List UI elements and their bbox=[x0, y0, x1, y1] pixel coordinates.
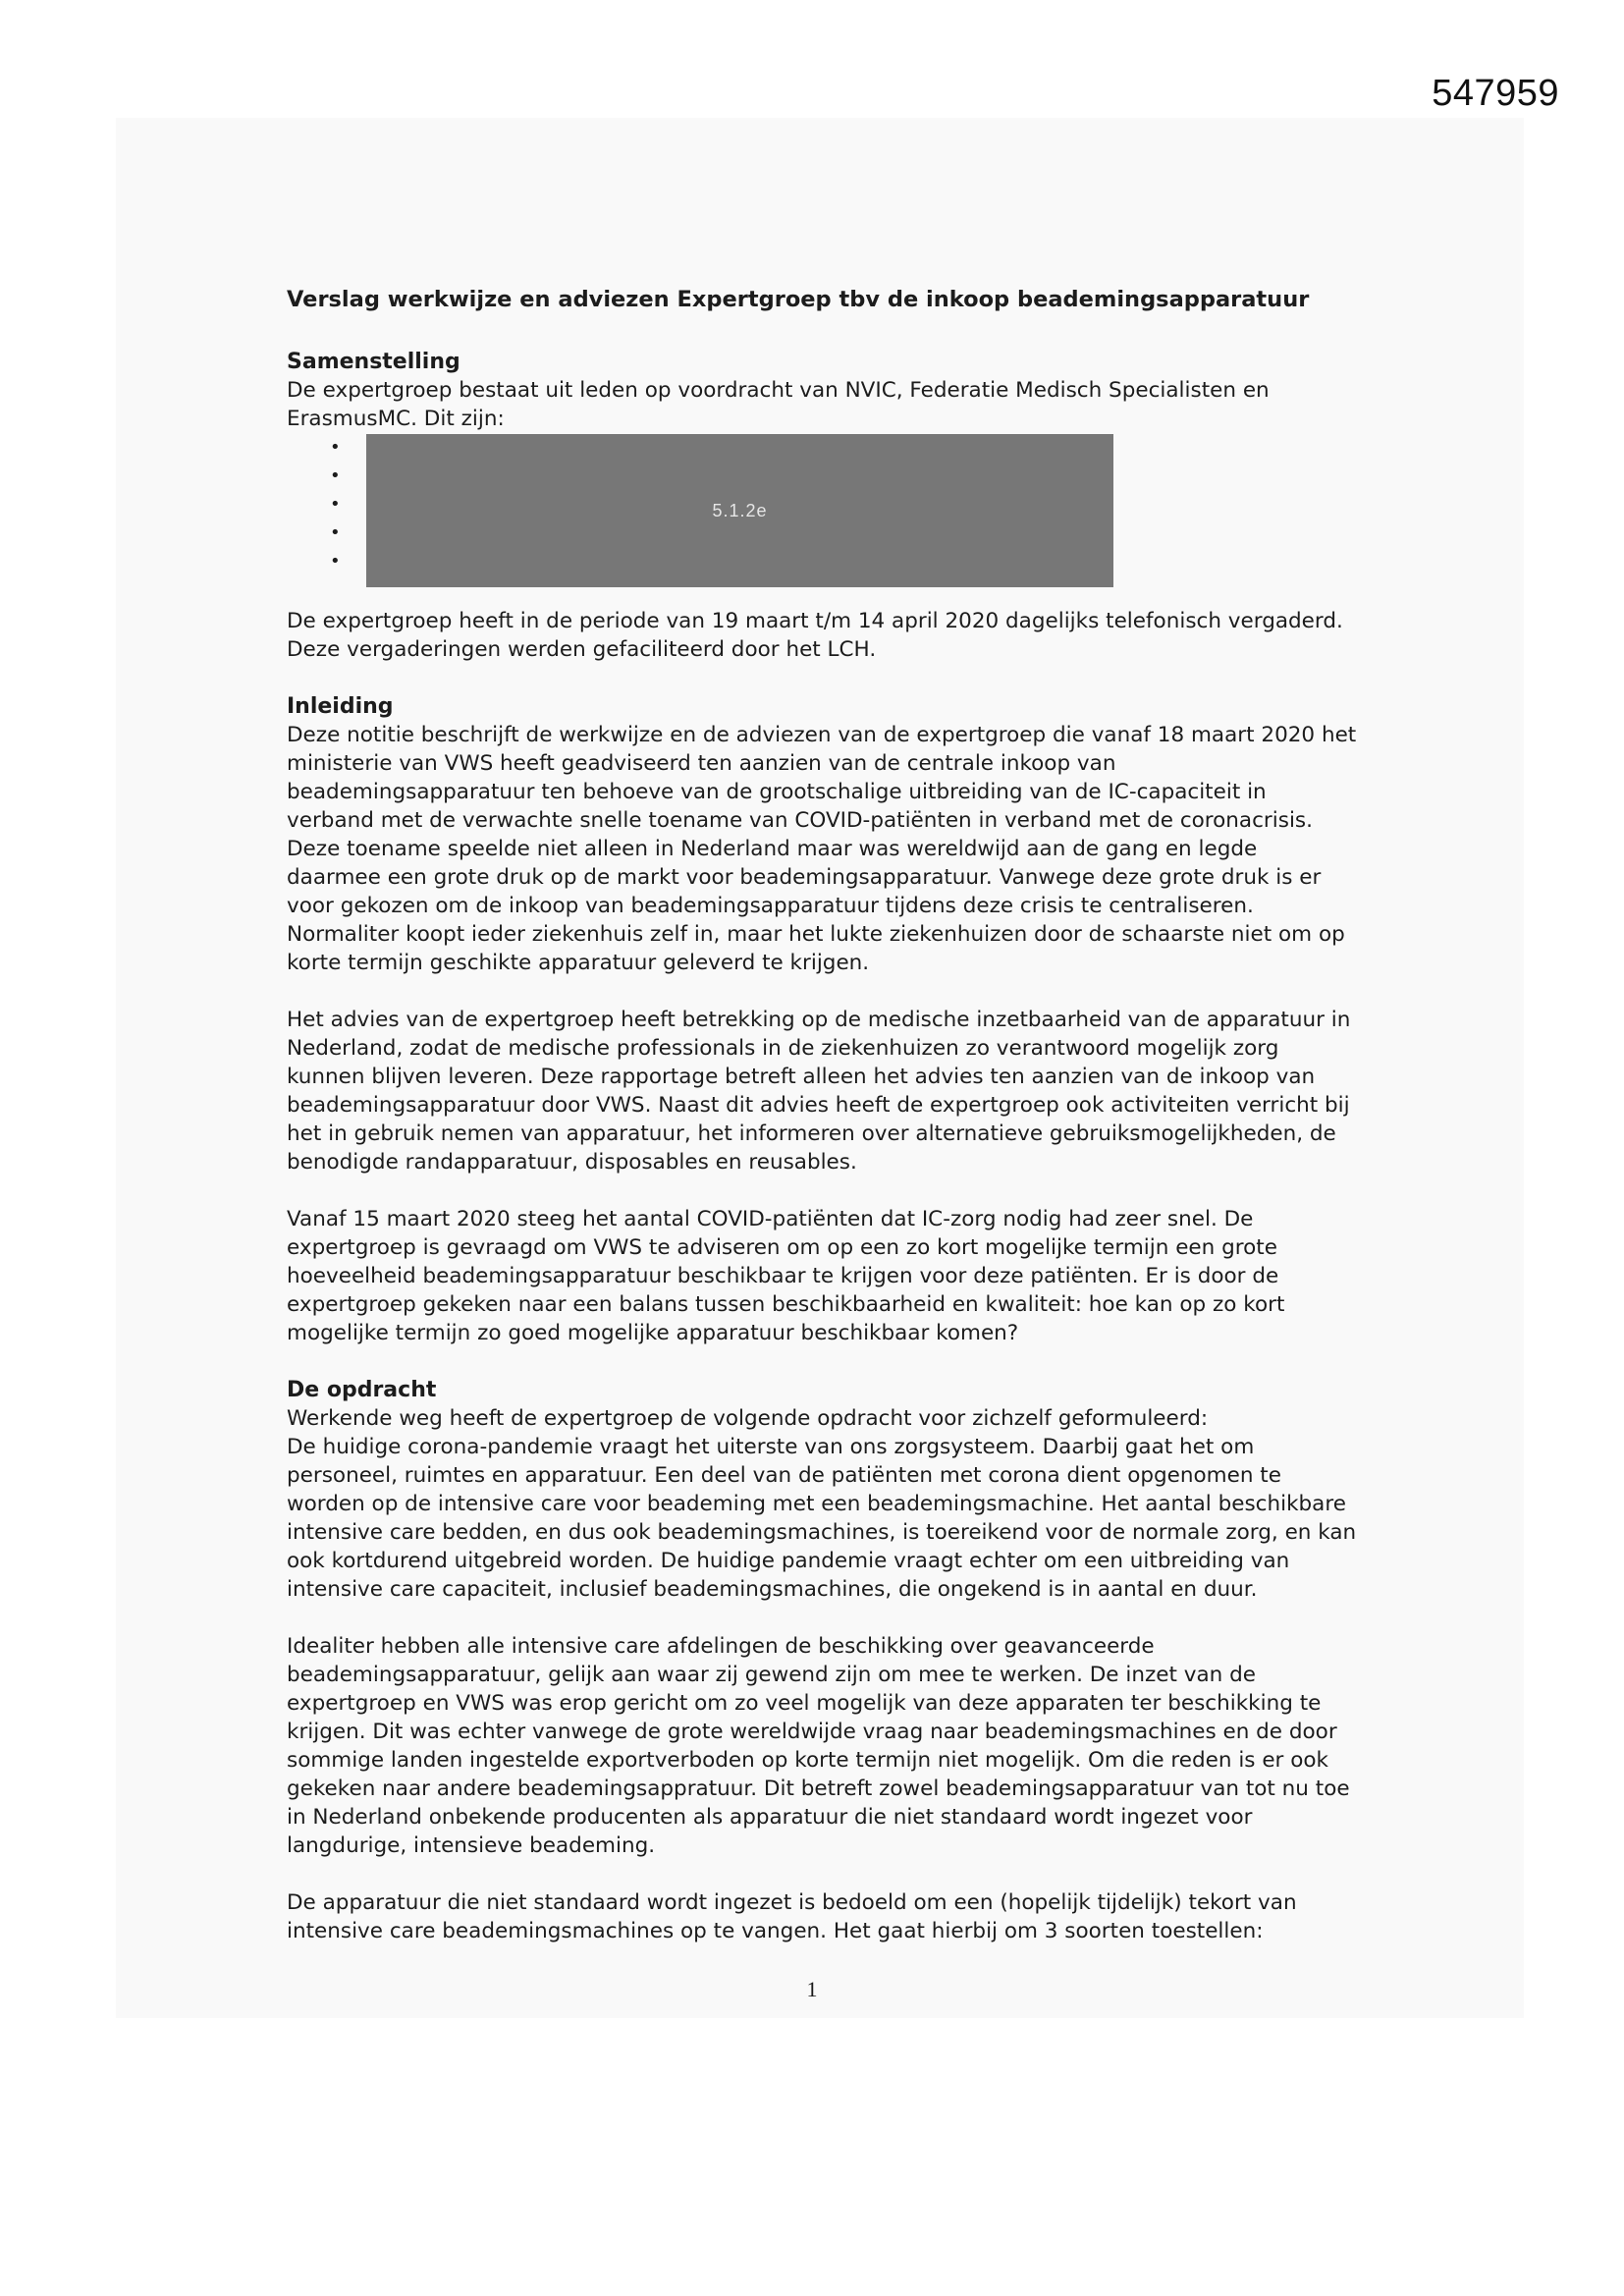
opdracht-lead: Werkende weg heeft de expertgroep de volgende opdracht voor zichzelf geformuleerd: bbox=[287, 1406, 1209, 1431]
opdracht-paragraph: Idealiter hebben alle intensive care afdelingen de beschikking over geavanceerde beademingsapparatuur, gelijk aan waar zij gewend zijn om mee te werken. De inzet van de expertgroep en VWS was erop gericht om zo veel mogelijk van deze apparaten ter beschikking te krijgen. Dit was echter vanwege de grote wereldwijde vraag naar beademingsmachines en de door sommige landen ingestelde exportverboden op korte termijn niet mogelijk. Om die reden is er ook gekeken naar andere beademingsappratuur. Dit betreft zowel beademingsapparatuur van tot nu toe in Nederland onbekende producenten als apparatuur die niet standaard wordt ingezet voor langdurige, intensieve beademing. bbox=[287, 1634, 1350, 1858]
document-body bbox=[287, 285, 1357, 1974]
list-bullet: • bbox=[330, 437, 341, 458]
page-number: 1 bbox=[806, 1977, 818, 2001]
list-bullet: • bbox=[330, 551, 341, 572]
inleiding-paragraph: Het advies van de expertgroep heeft betrekking op de medische inzetbaarheid van de apparatuur in Nederland, zodat de medische professionals in de ziekenhuizen zo verantwoord mogelijk zorg kunnen blijven leveren. Deze rapportage betreft alleen het advies ten aanzien van de inkoop van beademingsapparatuur door VWS. Naast dit advies heeft de expertgroep ook activiteiten verricht bij het in gebruik nemen van apparatuur, het informeren over alternatieve gebruiksmogelijkheden, de benodigde randapparatuur, disposables en reusables. bbox=[287, 1008, 1351, 1175]
redaction-label: 5.1.2e bbox=[712, 500, 768, 520]
document-number: 547959 bbox=[1432, 73, 1559, 114]
opdracht-paragraph: De apparatuur die niet standaard wordt ingezet is bedoeld om een (hopelijk tijdelijk) tekort van intensive care beademingsmachines op te vangen. Het gaat hierbij om 3 soorten toestellen: bbox=[287, 1890, 1297, 1943]
inleiding-paragraph: Vanaf 15 maart 2020 steeg het aantal COVID-patiënten dat IC-zorg nodig had zeer snel. De expertgroep is gevraagd om VWS te adviseren om op een zo kort mogelijke termijn een grote hoeveelheid beademingsapparatuur beschikbaar te krijgen voor deze patiënten. Er is door de expertgroep gekeken naar een balans tussen beschikbaarheid en kwaliteit: hoe kan op zo kort mogelijke termijn zo goed mogelijke apparatuur beschikbaar komen? bbox=[287, 1207, 1285, 1345]
opdracht-paragraph: De huidige corona-pandemie vraagt het uiterste van ons zorgsysteem. Daarbij gaat het om personeel, ruimtes en apparatuur. Een deel van de patiënten met corona dient opgenomen te worden op de intensive care voor beademing met een beademingsmachine. Het aantal beschikbare intensive care bedden, en dus ook beademingsmachines, is toereikend voor de normale zorg, en kan ook kortdurend uitgebreid worden. De huidige pandemie vraagt echter om een uitbreiding van intensive care capaciteit, inclusief beademingsmachines, die ongekend is in aantal en duur. bbox=[287, 1435, 1357, 1602]
section-heading-samenstelling: Samenstelling bbox=[287, 350, 460, 374]
redaction-box bbox=[366, 434, 1113, 587]
list-bullet: • bbox=[330, 465, 341, 486]
member-list bbox=[287, 433, 1357, 588]
samenstelling-intro: De expertgroep bestaat uit leden op voordracht van NVIC, Federatie Medisch Specialisten en ErasmusMC. Dit zijn: bbox=[287, 378, 1270, 431]
section-heading-opdracht: De opdracht bbox=[287, 1378, 437, 1402]
section-heading-inleiding: Inleiding bbox=[287, 694, 394, 719]
document-title: Verslag werkwijze en adviezen Expertgroep tbv de inkoop beademingsapparatuur bbox=[287, 287, 1310, 312]
inleiding-paragraph: Deze notitie beschrijft de werkwijze en de adviezen van de expertgroep die vanaf 18 maart 2020 het ministerie van VWS heeft geadviseerd ten aanzien van de centrale inkoop van beademingsapparatuur ten behoeve van de grootschalige uitbreiding van de IC-capaciteit in verband met de verwachte snelle toename van COVID-patiënten in verband met de coronacrisis. Deze toename speelde niet alleen in Nederland maar was wereldwijd aan de gang en legde daarmee een grote druk op de markt voor beademingsapparatuur. Vanwege deze grote druk is er voor gekozen om de inkoop van beademingsapparatuur tijdens deze crisis te centraliseren. Normaliter koopt ieder ziekenhuis zelf in, maar het lukte ziekenhuizen door de schaarste niet om op korte termijn geschikte apparatuur geleverd te krijgen. bbox=[287, 723, 1357, 975]
list-bullet: • bbox=[330, 522, 341, 543]
samenstelling-meeting-text: De expertgroep heeft in de periode van 19 maart t/m 14 april 2020 dagelijks telefonisch vergaderd. Deze vergaderingen werden gefaciliteerd door het LCH. bbox=[287, 609, 1343, 662]
list-bullet: • bbox=[330, 494, 341, 515]
